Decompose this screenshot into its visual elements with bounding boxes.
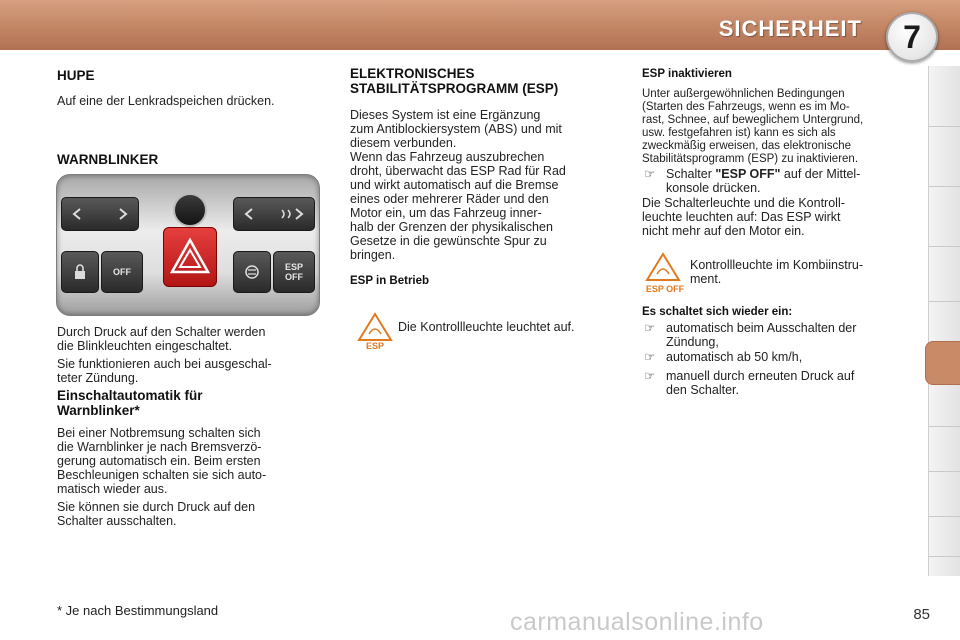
- text-line: Wenn das Fahrzeug auszubrechen: [350, 150, 545, 164]
- hupe-heading: HUPE: [57, 68, 95, 83]
- kontrollleuchte-text: [690, 258, 904, 286]
- tab-divider: [929, 246, 960, 247]
- esp-off-icon-label: ESP OFF: [645, 284, 685, 294]
- einschaltautomatik-heading: [57, 388, 203, 418]
- text-line: usw. festgefahren ist) kann es sich als: [642, 127, 836, 139]
- esp-off-button: [273, 251, 315, 293]
- bullet-text: automatisch ab 50 km/h,: [666, 350, 803, 364]
- esp-inaktivieren-heading: ESP inaktivieren: [642, 68, 732, 80]
- text-line: Bei einer Notbremsung schalten sich: [57, 426, 261, 440]
- text-line: Gesetze in die gewünschte Spur zu: [350, 234, 547, 248]
- page-header-bar: [0, 0, 960, 50]
- lock-off-button: [101, 251, 143, 293]
- text-line: die Blinkleuchten eingeschaltet.: [57, 339, 233, 353]
- text-line: teter Zündung.: [57, 371, 139, 385]
- bullet-hand-icon: ☞: [644, 350, 656, 364]
- esp-off-line2: OFF: [285, 272, 303, 282]
- text-line: und wirkt automatisch auf die Bremse: [350, 178, 559, 192]
- bullet-hand-icon: ☞: [644, 369, 656, 383]
- text-line: die Warnblinker je nach Bremsverzö-: [57, 440, 262, 454]
- wieder-ein-bullet: [644, 321, 906, 349]
- esp-inaktivieren-text: [642, 88, 904, 166]
- lock-off-label: OFF: [113, 267, 131, 277]
- bullet-text: auf der Mittel-: [780, 167, 861, 181]
- lock-button: [61, 251, 99, 293]
- text-line: Kontrollleuchte im Kombiinstru-: [690, 258, 863, 272]
- tab-divider: [929, 426, 960, 427]
- tab-divider: [929, 186, 960, 187]
- chapter-side-tabs: [928, 66, 960, 576]
- esp-betrieb-text: Die Kontrollleuchte leuchtet auf.: [398, 320, 575, 334]
- esp-heading: [350, 66, 558, 96]
- fan-icon: [173, 193, 207, 227]
- watermark: carmanualsonline.info: [510, 608, 764, 636]
- left-arrow-button: [61, 197, 139, 231]
- tab-divider: [929, 516, 960, 517]
- lock-icon: [73, 264, 87, 280]
- einschaltautomatik-text: [57, 426, 319, 528]
- hazard-switch-panel-image: [56, 174, 320, 316]
- chapter-number: 7: [903, 18, 921, 55]
- esp-off-line1: ESP: [284, 262, 303, 272]
- text-line: Durch Druck auf den Schalter werden: [57, 325, 266, 339]
- esp-off-bullet: [644, 167, 906, 195]
- tab-divider: [929, 301, 960, 302]
- wieder-ein-bullet: [644, 350, 906, 364]
- bullet-text: den Schalter.: [666, 383, 739, 397]
- esp-icon-label: ESP: [365, 341, 385, 350]
- text-line: gerung automatisch ein. Beim ersten: [57, 454, 261, 468]
- esp-off-switch-label: "ESP OFF": [715, 167, 781, 181]
- text-line: bringen.: [350, 248, 396, 262]
- skid-car-icon: [244, 264, 260, 280]
- text-line: leuchte leuchten auf: Das ESP wirkt: [642, 210, 841, 224]
- arrow-left-right-icon: [70, 206, 130, 222]
- text-line: zweckmäßig erweisen, das elektronische: [642, 140, 852, 152]
- footnote: * Je nach Bestimmungsland: [57, 603, 219, 618]
- wieder-ein-bullet: [644, 369, 906, 397]
- text-line: eines oder mehrerer Räder und den: [350, 192, 549, 206]
- chapter-badge: [886, 12, 938, 62]
- page-number: 85: [913, 606, 930, 623]
- text-line: matisch wieder aus.: [57, 482, 168, 496]
- text-line: Unter außergewöhnlichen Bedingungen: [642, 88, 845, 100]
- text-line: droht, überwacht das ESP Rad für Rad: [350, 164, 566, 178]
- text-line: diesem verbunden.: [350, 136, 457, 150]
- rear-defog-button: [233, 197, 315, 231]
- bullet-text: manuell durch erneuten Druck auf: [666, 369, 855, 383]
- hazard-triangle-icon: [164, 228, 216, 286]
- text-line: Motor ein, um das Fahrzeug inner-: [350, 206, 542, 220]
- esp-description: [350, 108, 612, 262]
- esp-car-button: [233, 251, 271, 293]
- text-line: (Starten des Fahrzeugs, wenn es im Mo-: [642, 101, 850, 113]
- tab-divider: [929, 556, 960, 557]
- bullet-text: konsole drücken.: [666, 181, 761, 195]
- esp-off-effect-text: [642, 196, 904, 238]
- bullet-hand-icon: ☞: [644, 321, 656, 335]
- text-line: Dieses System ist eine Ergänzung: [350, 108, 541, 122]
- hazard-button: [163, 227, 217, 287]
- heading-line: Warnblinker*: [57, 403, 140, 418]
- esp-in-betrieb-heading: ESP in Betrieb: [350, 275, 430, 287]
- esp-warning-icon: [357, 312, 393, 350]
- tab-divider: [929, 471, 960, 472]
- text-line: Stabilitätsprogramm (ESP) zu inaktivieren.: [642, 153, 859, 165]
- bullet-text: Schalter: [666, 167, 716, 181]
- heading-line: Einschaltautomatik für: [57, 388, 203, 403]
- wieder-ein-heading: Es schaltet sich wieder ein:: [642, 306, 793, 318]
- bullet-hand-icon: ☞: [644, 167, 656, 181]
- text-line: Schalter ausschalten.: [57, 514, 177, 528]
- text-line: Sie funktionieren auch bei ausgeschal-: [57, 357, 272, 371]
- text-line: Beschleunigen schalten sie sich auto-: [57, 468, 267, 482]
- arrow-left-right-icon: [242, 206, 306, 222]
- text-line: zum Antiblockiersystem (ABS) und mit: [350, 122, 562, 136]
- text-line: Sie können sie durch Druck auf den: [57, 500, 256, 514]
- text-line: ment.: [690, 272, 722, 286]
- bullet-text: automatisch beim Ausschalten der: [666, 321, 857, 335]
- text-line: halb der Grenzen der physikalischen: [350, 220, 553, 234]
- warnblinker-heading: WARNBLINKER: [57, 152, 159, 167]
- text-line: rast, Schnee, auf beweglichem Untergrund,: [642, 114, 864, 126]
- page-title: SICHERHEIT: [718, 16, 862, 41]
- heading-line: ELEKTRONISCHES: [350, 66, 475, 81]
- text-line: Die Schalterleuchte und die Kontroll-: [642, 196, 845, 210]
- hupe-text: Auf eine der Lenkradspeichen drücken.: [57, 94, 275, 108]
- bullet-text: Zündung,: [666, 335, 719, 349]
- warnblinker-text: [57, 325, 319, 385]
- esp-off-warning-icon: [641, 252, 689, 296]
- tab-divider: [929, 126, 960, 127]
- heading-line: STABILITÄTSPROGRAMM (ESP): [350, 81, 559, 96]
- active-chapter-tab[interactable]: [925, 341, 960, 385]
- text-line: nicht mehr auf den Motor ein.: [642, 224, 805, 238]
